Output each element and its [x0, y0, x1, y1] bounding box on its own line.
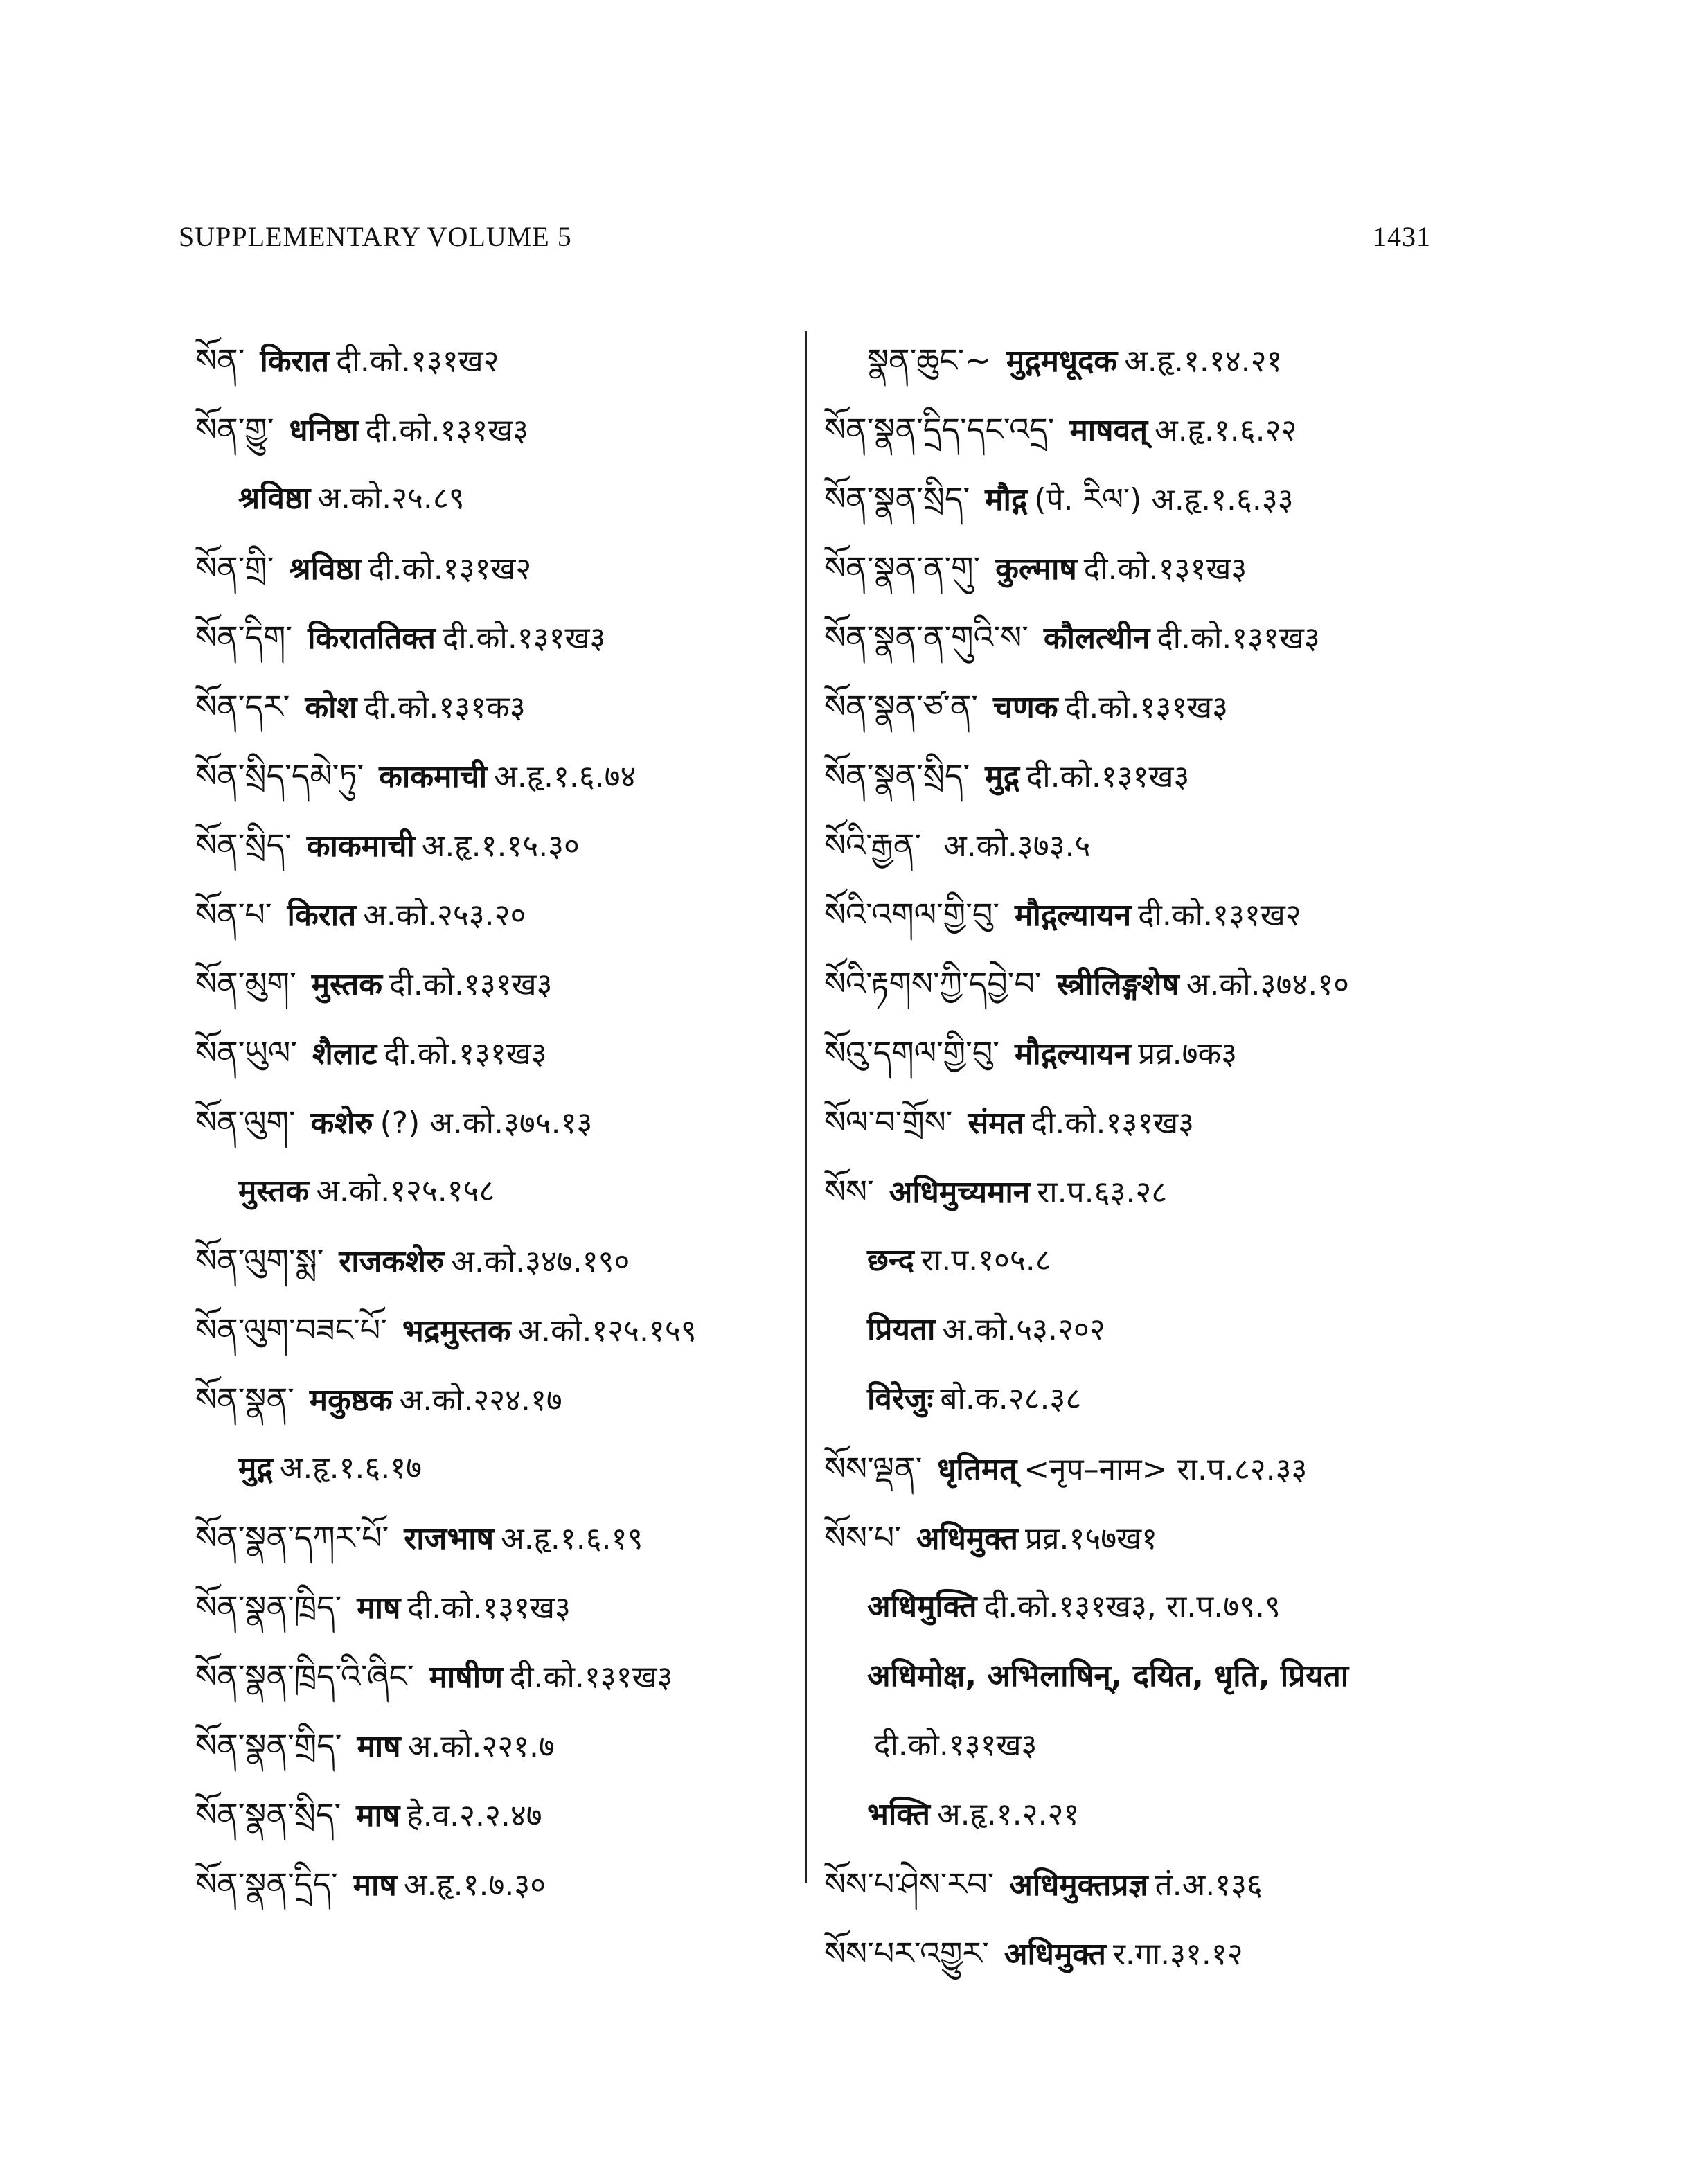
sanskrit-equivalent: धनिष्ठा: [289, 413, 359, 448]
source-reference: <नृप–नाम> रा.प.८२.३३: [1024, 1452, 1308, 1487]
sanskrit-equivalent: कशेरु: [310, 1106, 373, 1141]
source-reference: अ.को.२२४.१७: [399, 1383, 562, 1418]
dictionary-entry: [824, 1434, 1461, 1503]
sanskrit-equivalent: अधिमुक्तप्रज्ञ: [1009, 1867, 1148, 1903]
tibetan-headword: སོན་གྲི་: [195, 549, 274, 587]
sanskrit-equivalent: मौद्ग: [985, 482, 1028, 517]
sanskrit-equivalent: मुद्गमधूदक: [1006, 344, 1118, 379]
column-divider: [805, 331, 807, 1883]
sanskrit-equivalent: मौद्गल्यायन: [1014, 1036, 1132, 1072]
tibetan-headword: སོའི་རྒྱན་: [824, 826, 922, 864]
sanskrit-equivalent: संमत: [968, 1106, 1024, 1141]
source-reference: अ.हृ.१.१५.३०: [421, 828, 580, 864]
tibetan-headword: སོན་སྣན་སྲིད་: [824, 480, 970, 517]
dictionary-entry: [195, 949, 805, 1018]
tibetan-headword: སོན་སྣན་ཙ་ན་: [824, 688, 979, 725]
tibetan-headword: སོན་དར་: [195, 688, 290, 725]
tibetan-headword: སོན་ལུག་: [195, 1103, 296, 1141]
sanskrit-equivalent: माष: [353, 1867, 397, 1903]
dictionary-entry: [824, 1087, 1461, 1157]
sanskrit-equivalent: कौलत्थीन: [1043, 621, 1150, 656]
tibetan-headword: སོན་མུག་: [195, 965, 296, 1002]
source-reference: दी.को.१३१ख३: [365, 413, 529, 448]
tibetan-headword: སོན་གྱུ་: [195, 411, 274, 448]
source-reference: अ.को.२२१.७: [407, 1729, 555, 1764]
tibetan-headword: སོས་པ་ཤེས་རབ་: [824, 1865, 995, 1903]
sanskrit-equivalent: भक्ति: [867, 1797, 930, 1832]
source-reference: दी.को.१३१ख३: [1083, 551, 1247, 587]
source-reference: दी.को.१३१ख३: [1031, 1106, 1195, 1141]
tibetan-headword: སོན་ལུག་བཟང་པོ་: [195, 1311, 387, 1349]
source-reference: दी.को.१३१ख३: [509, 1660, 673, 1695]
sanskrit-equivalent: माष: [356, 1798, 400, 1834]
source-reference: अ.को.१२५.१५९: [517, 1313, 697, 1349]
dictionary-entry: [824, 1226, 1461, 1295]
dictionary-entry: [195, 1434, 805, 1503]
source-reference: दी.को.१३१ख३, रा.प.७९.९: [983, 1589, 1281, 1624]
running-head: [179, 220, 1431, 262]
tibetan-headword: སོས་ལྡན་: [824, 1450, 923, 1487]
dictionary-entry: [195, 880, 805, 949]
sanskrit-equivalent: अधिमुक्ति: [867, 1589, 977, 1624]
sanskrit-equivalent: स्त्रीलिङ्गशेष: [1056, 967, 1179, 1002]
tibetan-headword: སྣན་ཆུང་~: [867, 341, 991, 379]
source-reference: (पे. རིལ་) अ.हृ.१.६.३३: [1034, 482, 1294, 517]
dictionary-entry: [824, 1572, 1461, 1642]
sanskrit-equivalent: किरात: [260, 344, 330, 379]
dictionary-entry: [824, 533, 1461, 603]
tibetan-headword: སོན་སྣན་སྲིད་: [195, 1796, 341, 1834]
dictionary-entry: [195, 464, 805, 533]
tibetan-headword: སོན་ཡུལ་: [195, 1034, 297, 1072]
tibetan-headword: སོན་སྣན་: [195, 1380, 294, 1418]
sanskrit-equivalent: विरेजुः: [867, 1381, 934, 1417]
sanskrit-equivalent: मौद्गल्यायन: [1015, 898, 1132, 933]
dictionary-entry: [195, 1711, 805, 1780]
running-title: SUPPLEMENTARY VOLUME 5: [179, 221, 572, 252]
source-reference: अ.को.२५.८९: [317, 481, 465, 516]
source-reference: अ.को.१२५.१५८: [316, 1173, 495, 1209]
sanskrit-equivalent: मुद्ग: [238, 1450, 273, 1486]
tibetan-headword: སོལ་བ་གྲོས་: [824, 1103, 953, 1141]
source-reference: दी.को.१३१ख३: [389, 967, 553, 1002]
dictionary-entry: [824, 949, 1461, 1018]
source-reference: प्रव्र.७क३: [1138, 1036, 1238, 1072]
dictionary-entry: [195, 1503, 805, 1572]
tibetan-headword: སོན་སྲིད་: [195, 826, 292, 864]
sanskrit-equivalent: किराततिक्त: [308, 621, 436, 656]
dictionary-entry: [824, 1295, 1461, 1365]
dictionary-entry: [195, 326, 805, 395]
source-reference: दी.को.१३१ख२: [1138, 898, 1301, 933]
dictionary-entry: [195, 1642, 805, 1711]
sanskrit-equivalent: श्रविष्ठा: [289, 551, 362, 587]
source-reference: बो.क.२८.३८: [940, 1381, 1082, 1417]
sanskrit-equivalent: काकमाची: [379, 759, 488, 794]
sanskrit-equivalent: चणक: [993, 690, 1058, 725]
sanskrit-equivalent: भद्रमुस्तक: [402, 1313, 511, 1349]
dictionary-entry: [195, 741, 805, 810]
sanskrit-equivalent: माषीण: [429, 1660, 503, 1695]
source-reference: रा.प.६३.२८: [1037, 1175, 1168, 1210]
dictionary-entry: [824, 395, 1461, 464]
source-reference: अ.हृ.१.६.२२: [1155, 413, 1297, 448]
source-reference: अ.हृ.१.६.१७: [279, 1450, 422, 1486]
sanskrit-equivalent: छन्द: [867, 1243, 914, 1278]
dictionary-entry: [195, 1157, 805, 1226]
source-reference: दी.को.१३१ख२: [336, 344, 499, 379]
source-reference: दी.को.१३१ख३: [407, 1590, 571, 1626]
source-reference: अ.को.२५३.२०: [363, 898, 526, 933]
sanskrit-equivalent: धृतिमत्: [937, 1452, 1017, 1487]
tibetan-headword: སོན་སྣན་དཀར་པོ་: [195, 1519, 389, 1556]
tibetan-headword: སོའི་རྟགས་ཀྱི་དབྱེ་བ་: [824, 965, 1042, 1002]
sanskrit-equivalent: माषवत्: [1069, 413, 1148, 448]
left-column: [195, 326, 805, 1919]
dictionary-entry: [824, 326, 1461, 395]
sanskrit-equivalent: राजकशेरु: [339, 1244, 445, 1279]
dictionary-entry: [195, 533, 805, 603]
right-column: [824, 326, 1461, 1988]
sanskrit-equivalent: अधिमुक्त: [916, 1521, 1018, 1556]
source-reference: दी.को.१३१क३: [364, 690, 526, 725]
dictionary-entry: [824, 880, 1461, 949]
source-reference: अ.को.३७३.५: [943, 828, 1091, 864]
source-reference: दी.को.१३१ख३: [1026, 759, 1190, 794]
tibetan-headword: སོན་སྣན་ན་གུའི་ས་: [824, 619, 1028, 656]
sanskrit-equivalent: काकमाची: [306, 828, 415, 864]
sanskrit-equivalent: कोश: [305, 690, 357, 725]
sanskrit-equivalent: मुस्तक: [311, 967, 383, 1002]
dictionary-entry: [195, 1295, 805, 1365]
dictionary-entry: [824, 1849, 1461, 1919]
source-reference: अ.हृ.१.६.१९: [501, 1521, 643, 1556]
tibetan-headword: སོས་པར་འགྱུར་: [824, 1935, 989, 1972]
source-reference: रा.प.१०५.८: [920, 1243, 1051, 1278]
dictionary-entry: [824, 464, 1461, 533]
tibetan-headword: སོན་: [195, 341, 245, 379]
dictionary-entry: [824, 1365, 1461, 1434]
dictionary-entry: [824, 672, 1461, 741]
dictionary-entry: [824, 1711, 1461, 1780]
tibetan-headword: སོན་སྣན་དྲིད་: [195, 1865, 338, 1903]
dictionary-entry: [195, 1780, 805, 1849]
dictionary-entry: [195, 810, 805, 880]
dictionary-entry: [824, 1642, 1461, 1711]
dictionary-entry: [824, 1018, 1461, 1087]
sanskrit-equivalent: अधिमोक्ष, अभिलाषिन्, दयित, धृति, प्रियता: [867, 1658, 1349, 1694]
dictionary-entry: [195, 1572, 805, 1642]
tibetan-headword: སོས་པ་: [824, 1519, 901, 1556]
tibetan-headword: སོའུ་དགལ་གྱི་བུ་: [824, 1034, 999, 1072]
dictionary-entry: [195, 1226, 805, 1295]
tibetan-headword: སོན་སྣན་དྲིད་དང་འདྲ་: [824, 411, 1055, 448]
source-reference: (?) अ.को.३७५.१३: [380, 1106, 593, 1141]
source-reference: दी.को.१३१ख३: [1065, 690, 1229, 725]
source-reference: र.गा.३१.१२: [1112, 1937, 1243, 1972]
sanskrit-equivalent: अधिमुच्यमान: [889, 1175, 1031, 1210]
sanskrit-equivalent: अधिमुक्त: [1004, 1937, 1106, 1972]
tibetan-headword: སོན་སྲིད་དམེ་ཏུ་: [195, 757, 364, 794]
source-reference: अ.हृ.१.७.३०: [403, 1867, 546, 1903]
source-reference: दी.को.१३१ख३: [1157, 621, 1320, 656]
source-reference: प्रव्र.१५७ख१: [1024, 1521, 1157, 1556]
sanskrit-equivalent: प्रियता: [867, 1312, 936, 1347]
tibetan-headword: སོའི་འགལ་གྱི་བུ་: [824, 896, 1000, 933]
source-reference: अ.को.३७४.१०: [1186, 967, 1349, 1002]
source-reference: दी.को.१३१ख२: [368, 551, 532, 587]
source-reference: अ.को.३४७.१९०: [451, 1244, 630, 1279]
dictionary-entry: [824, 741, 1461, 810]
tibetan-headword: སོན་སྣན་ཁྲིད་: [195, 1588, 342, 1626]
tibetan-headword: སོན་སྣན་ན་གུ་: [824, 549, 981, 587]
sanskrit-equivalent: कुल्माष: [995, 551, 1077, 587]
sanskrit-equivalent: माष: [357, 1590, 401, 1626]
tibetan-headword: སོན་པ་: [195, 896, 272, 933]
dictionary-entry: [824, 1919, 1461, 1988]
source-reference: अ.हृ.१.२.२१: [937, 1797, 1080, 1832]
source-reference: हे.व.२.२.४७: [407, 1798, 542, 1834]
dictionary-entry: [195, 603, 805, 672]
dictionary-entry: [824, 1157, 1461, 1226]
dictionary-entry: [195, 1849, 805, 1919]
sanskrit-equivalent: श्रविष्ठा: [238, 481, 311, 516]
dictionary-entry: [195, 1087, 805, 1157]
sanskrit-equivalent: मकुष्ठक: [309, 1383, 393, 1418]
dictionary-entry: [824, 1780, 1461, 1849]
source-reference: अ.को.५३.२०२: [942, 1312, 1105, 1347]
dictionary-entry: [824, 1503, 1461, 1572]
source-reference: दी.को.१३१ख३: [384, 1036, 547, 1072]
sanskrit-equivalent: मुद्ग: [985, 759, 1019, 794]
sanskrit-equivalent: माष: [357, 1729, 401, 1764]
tibetan-headword: སོན་ལུག་སྨ་: [195, 1242, 324, 1279]
sanskrit-equivalent: मुस्तक: [238, 1173, 310, 1209]
dictionary-entry: [195, 1365, 805, 1434]
tibetan-headword: སོས་: [824, 1173, 874, 1210]
source-reference: अ.हृ.१.६.७४: [494, 759, 636, 794]
source-reference: अ.हृ.१.१४.२१: [1124, 344, 1283, 379]
page-number: 1431: [1373, 221, 1431, 252]
dictionary-entry: [824, 603, 1461, 672]
tibetan-headword: སོན་དིག་: [195, 619, 293, 656]
tibetan-headword: སོན་སྣན་ཁྲིད་འི་ཞིང་: [195, 1658, 414, 1695]
sanskrit-equivalent: शैलाट: [312, 1036, 377, 1072]
tibetan-headword: སོན་སྣན་སྲིད་: [824, 757, 970, 794]
dictionary-entry: [195, 1018, 805, 1087]
sanskrit-equivalent: राजभाष: [404, 1521, 495, 1556]
tibetan-headword: སོན་སྣན་གྲིད་: [195, 1727, 342, 1764]
source-reference: दी.को.१३१ख३: [442, 621, 606, 656]
source-reference: दी.को.१३१ख३: [874, 1728, 1037, 1763]
source-reference: तं.अ.१३६: [1155, 1867, 1263, 1903]
dictionary-entry: [824, 810, 1461, 880]
dictionary-entry: [195, 672, 805, 741]
sanskrit-equivalent: किरात: [287, 898, 357, 933]
dictionary-entry: [195, 395, 805, 464]
